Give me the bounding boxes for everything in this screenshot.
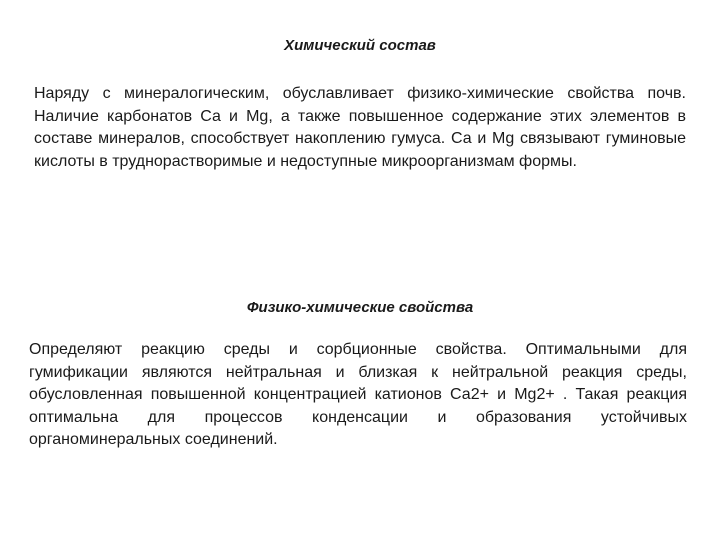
paragraph-chemical-composition: Наряду с минералогическим, обуславливает физико-химические свойства почв. Наличие карбонатов Са и Mg, а также повышенное содержание этих элементов в составе минералов, способствует накоплению гумуса. Са и Mg связывают гуминовые кислоты в труднорастворимые и недоступные микроорганизмам формы. [34,85,686,170]
section-title-chemical-composition: Химический состав [284,37,436,54]
paragraph-physicochemical-properties: Определяют реакцию среды и сорбционные свойства. Оптимальными для гумификации являются нейтральная и близкая к нейтральной реакция среды, обусловленная повышенной концентрацией катионов Са2+ и Mg2+ . Такая реакция оптимальна для процессов конденсации и образования устойчивых органоминеральных соединений. [29,341,687,448]
section-title-physicochemical-properties: Физико-химические свойства [246,299,474,316]
